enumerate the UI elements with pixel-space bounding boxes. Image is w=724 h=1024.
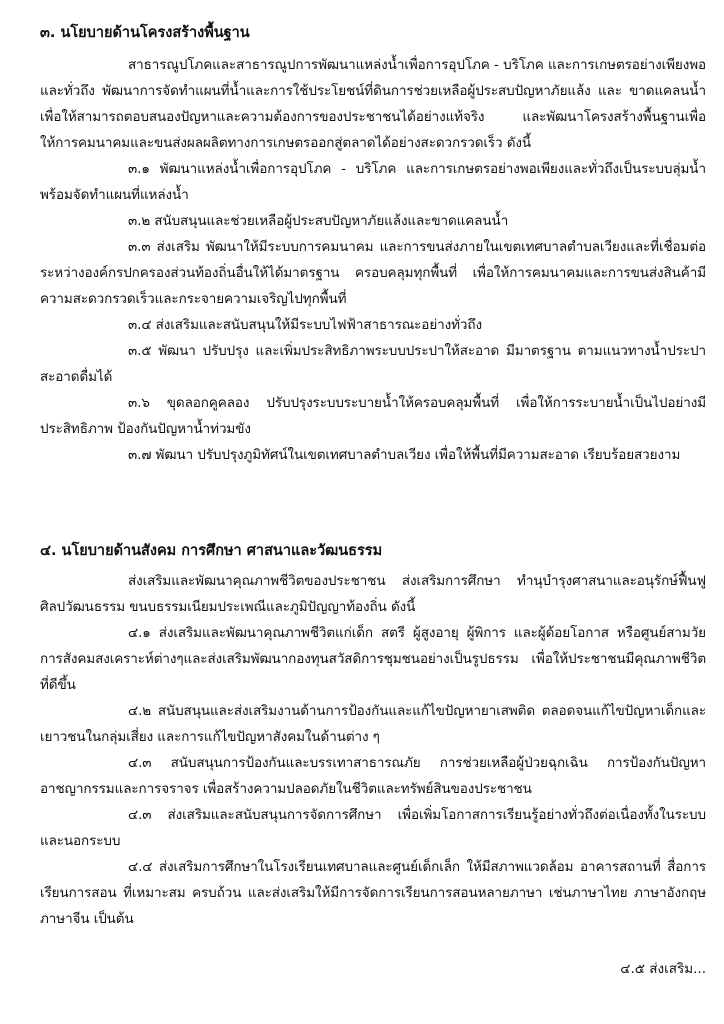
policy-item: ๔.๒ สนับสนุนและส่งเสริมงานด้านการป้องกันและแก้ไขปัญหายาเสพติด ตลอดจนแก้ไขปัญหาเด็กและเยาวชนในกลุ่มเสี่ยง และการแก้ไขปัญหาสังคมในด้านต่าง ๆ — [40, 703, 706, 745]
policy-item: ๔.๓ สนับสนุนการป้องกันและบรรเทาสาธารณภัย การช่วยเหลือผู้ป่วยฉุกเฉิน การป้องกันปัญหาอาชญากรรมและการจราจร เพื่อสร้างความปลอดภัยในชีวิตและทรัพย์สินของประชาชน — [40, 755, 706, 797]
policy-item: ๓.๔ ส่งเสริมและสนับสนุนให้มีระบบไฟฟ้าสาธารณะอย่างทั่วถึง — [128, 317, 482, 333]
policy-item: ๔.๔ ส่งเสริมการศึกษาในโรงเรียนเทศบาลและศูนย์เด็กเล็ก ให้มีสภาพแวดล้อม อาคารสถานที่ สื่อการเรียนการสอน ที่เหมาะสม ครบถ้วน และส่งเสริมให้มีการจัดการเรียนการสอนหลายภาษา เช่นภาษาไทย ภาษาอังกฤษ ภาษาจีน เป็นต้น — [40, 859, 706, 927]
section-infrastructure-policy — [40, 20, 706, 468]
policy-item: ๓.๗ พัฒนา ปรับปรุงภูมิทัศน์ในเขตเทศบาลตำบลเวียง เพื่อให้พื้นที่มีความสะอาด เรียบร้อยสวยงาม — [128, 447, 681, 463]
section-heading: ๔. นโยบายด้านสังคม การศึกษา ศาสนาและวัฒนธรรม — [40, 543, 383, 559]
section-intro-paragraph: สาธารณูปโภคและสาธารณูปการพัฒนาแหล่งน้ำเพื่อการอุปโภค - บริโภค และการเกษตรอย่างเพียงพอและทั่วถึง พัฒนาการจัดทำแผนที่น้ำและการใช้ประโยชน์ที่ดินการช่วยเหลือผู้ประสบปัญหาภัยแล้ง และ ขาดแคลนน้ำ เพื่อให้สามารถตอบสนองปัญหาและความต้องการของประชาชนได้อย่างแท้จริง และพัฒนาโครงสร้างพื้นฐานเพื่อให้การคมนาคมและขนส่งผลผลิตทางการเกษตรออกสู่ตลาดได้อย่างสะดวกรวดเร็ว ดังนี้ — [40, 57, 706, 151]
policy-item: ๓.๓ ส่งเสริม พัฒนาให้มีระบบการคมนาคม และการขนส่งภายในเขตเทศบาลตำบลเวียงและที่เชื่อมต่อระหว่างองค์กรปกครองส่วนท้องถิ่นอื่นให้ได้มาตรฐาน ครอบคลุมทุกพื้นที่ เพื่อให้การคมนาคมและการขนส่งสินค้ามีความสะดวกรวดเร็วและกระจายความเจริญไปทุกพื้นที่ — [40, 239, 706, 307]
section-heading: ๓. นโยบายด้านโครงสร้างพื้นฐาน — [40, 25, 250, 41]
policy-item: ๓.๕ พัฒนา ปรับปรุง และเพิ่มประสิทธิภาพระบบประปาให้สะอาด มีมาตรฐาน ตามแนวทางน้ำประปาสะอาดดื่มได้ — [40, 343, 706, 385]
page-continuation-text: ๔.๕ ส่งเสริม... — [620, 961, 706, 977]
section-intro-paragraph: ส่งเสริมและพัฒนาคุณภาพชีวิตของประชาชน ส่งเสริมการศึกษา ทำนุบำรุงศาสนาและอนุรักษ์ฟื้นฟู ศิลปวัฒนธรรม ขนบธรรมเนียมประเพณีและภูมิปัญญาท้องถิ่น ดังนี้ — [40, 573, 706, 615]
policy-item: ๔.๑ ส่งเสริมและพัฒนาคุณภาพชีวิตแก่เด็ก สตรี ผู้สูงอายุ ผู้พิการ และผู้ด้อยโอกาส หรือศูนย์สามวัย การสังคมสงเคราะห์ต่างๆและส่งเสริมพัฒนากองทุนสวัสดิการชุมชนอย่างเป็นรูปธรรม เพื่อให้ประชาชนมีคุณภาพชีวิตที่ดีขึ้น — [40, 625, 706, 693]
policy-item: ๔.๓ ส่งเสริมและสนับสนุนการจัดการศึกษา เพื่อเพิ่มโอกาสการเรียนรู้อย่างทั่วถึงต่อเนื่องทั้งในระบบและนอกระบบ — [40, 807, 706, 849]
section-social-education-policy — [40, 538, 706, 932]
policy-item: ๓.๒ สนับสนุนและช่วยเหลือผู้ประสบปัญหาภัยแล้งและขาดแคลนน้ำ — [128, 213, 509, 229]
policy-item: ๓.๑ พัฒนาแหล่งน้ำเพื่อการอุปโภค - บริโภค และการเกษตรอย่างพอเพียงและทั่วถึงเป็นระบบลุ่มน้ำ พร้อมจัดทำแผนที่แหล่งน้ำ — [40, 161, 706, 203]
policy-item: ๓.๖ ขุดลอกคูคลอง ปรับปรุงระบบระบายน้ำให้ครอบคลุมพื้นที่ เพื่อให้การระบายน้ำเป็นไปอย่างมีประสิทธิภาพ ป้องกันปัญหาน้ำท่วมขัง — [40, 395, 706, 437]
